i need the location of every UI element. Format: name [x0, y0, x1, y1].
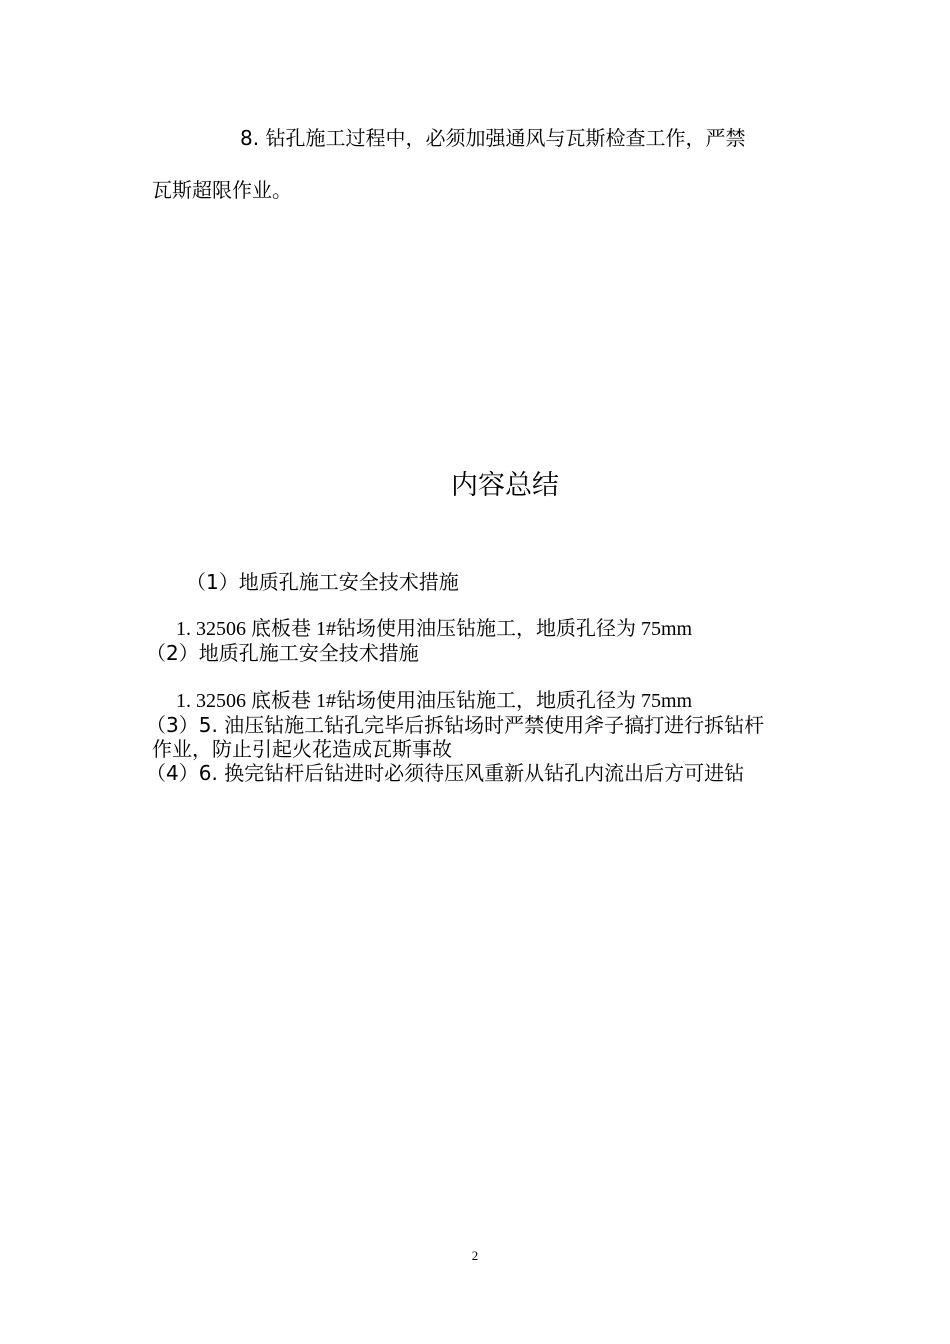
summary-title: 内容总结	[451, 470, 559, 501]
paragraph-8-line-1: 8. 钻孔施工过程中，必须加强通风与瓦斯检查工作，严禁	[240, 126, 746, 150]
summary-item-1-sub: 1. 32506 底板巷 1#钻场使用油压钻施工，地质孔径为 75mm	[176, 618, 693, 640]
summary-item-4: （4）6. 换完钻杆后钻进时必须待压风重新从钻孔内流出后方可进钻	[146, 761, 745, 785]
summary-item-1-heading: （1）地质孔施工安全技术措施	[186, 570, 459, 594]
page-number: 2	[471, 1248, 479, 1263]
summary-item-2-heading: （2）地质孔施工安全技术措施	[146, 641, 419, 665]
summary-item-3-line-1: （3）5. 油压钻施工钻孔完毕后拆钻场时严禁使用斧子搞打进行拆钻杆	[146, 713, 765, 737]
summary-item-2-sub: 1. 32506 底板巷 1#钻场使用油压钻施工，地质孔径为 75mm	[176, 690, 693, 712]
summary-item-3-line-2: 作业，防止引起火花造成瓦斯事故	[152, 737, 452, 761]
paragraph-8-line-2: 瓦斯超限作业。	[152, 178, 292, 202]
